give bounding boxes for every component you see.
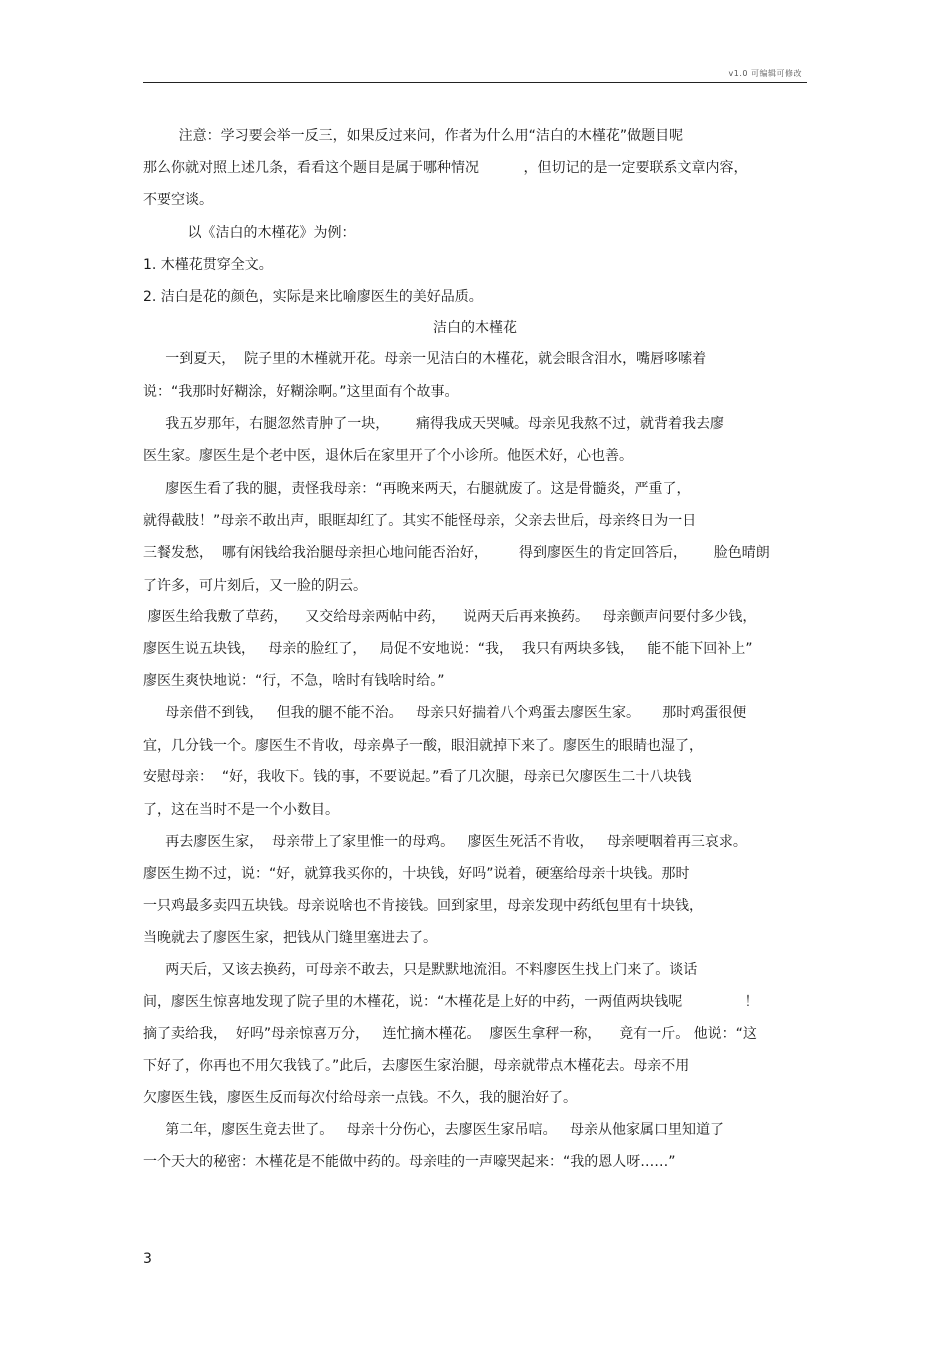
body-line: 了许多，可片刻后，又一脸的阴云。 [143, 578, 367, 594]
body-line: 间，廖医生惊喜地发现了院子里的木槿花，说：“木槿花是上好的中药，一两值两块钱呢 ！ [143, 994, 759, 1010]
body-line: 宜，几分钱一个。廖医生不肯收，母亲鼻子一酸，眼泪就掉下来了。廖医生的眼睛也湿了， [143, 738, 703, 754]
body-line: 了，这在当时不是一个小数目。 [143, 802, 339, 818]
body-line: 我五岁那年，右腿忽然青肿了一块， 痛得我成天哭喊。母亲见我熬不过，就背着我去廖 [143, 416, 724, 432]
body-line: 下好了，你再也不用欠我钱了。”此后，去廖医生家治腿，母亲就带点木槿花去。母亲不用 [143, 1058, 690, 1074]
body-line: 再去廖医生家， 母亲带上了家里惟一的母鸡。 廖医生死活不肯收， 母亲哽咽着再三哀求。 [143, 834, 747, 850]
header-rule [143, 82, 807, 83]
body-line: 1. 木槿花贯穿全文。 [143, 257, 273, 273]
header-tag: v1.0 可编辑可修改 [728, 69, 802, 78]
body-line: 廖医生看了我的腿，责怪我母亲：“再晚来两天，右腿就废了。这是骨髓炎，严重了， [143, 481, 691, 497]
story-title: 洁白的木槿花 [433, 320, 517, 336]
body-line: 第二年，廖医生竟去世了。 母亲十分伤心，去廖医生家吊唁。 母亲从他家属口里知道了 [143, 1122, 724, 1138]
body-line: 三餐发愁， 哪有闲钱给我治腿母亲担心地问能否治好， 得到廖医生的肯定回答后， 脸色晴朗 [143, 545, 770, 561]
body-line: 廖医生爽快地说：“行，不急，啥时有钱啥时给。” [143, 673, 445, 689]
body-line: 医生家。廖医生是个老中医，退休后在家里开了个小诊所。他医术好，心也善。 [143, 448, 633, 464]
body-line: 不要空谈。 [143, 192, 213, 208]
body-line: 安慰母亲： “好，我收下。钱的事，不要说起。”看了几次腿，母亲已欠廖医生二十八块钱 [143, 769, 692, 785]
body-line: 摘了卖给我， 好吗”母亲惊喜万分， 连忙摘木槿花。 廖医生拿秤一称， 竟有一斤。 他说：“这 [143, 1026, 757, 1042]
body-line: 两天后，又该去换药，可母亲不敢去，只是默默地流泪。不料廖医生找上门来了。谈话 [143, 962, 698, 978]
body-line: 就得截肢！”母亲不敢出声，眼眶却红了。其实不能怪母亲，父亲去世后，母亲终日为一日 [143, 513, 697, 529]
body-line: 注意：学习要会举一反三，如果反过来问，作者为什么用“洁白的木槿花”做题目呢 [143, 128, 684, 144]
body-line: 廖医生给我敷了草药， 又交给母亲两帖中药， 说两天后再来换药。 母亲颤声问要付多少钱， [143, 609, 757, 625]
body-line: 说：“我那时好糊涂，好糊涂啊。”这里面有个故事。 [143, 384, 459, 400]
body-line: 欠廖医生钱，廖医生反而每次付给母亲一点钱。不久，我的腿治好了。 [143, 1090, 577, 1106]
body-line: 当晚就去了廖医生家，把钱从门缝里塞进去了。 [143, 930, 437, 946]
body-line: 母亲借不到钱， 但我的腿不能不治。 母亲只好揣着八个鸡蛋去廖医生家。 那时鸡蛋很便 [143, 705, 747, 721]
body-line: 一只鸡最多卖四五块钱。母亲说啥也不肯接钱。回到家里，母亲发现中药纸包里有十块钱， [143, 898, 703, 914]
body-line: 廖医生拗不过，说：“好，就算我买你的，十块钱，好吗”说着，硬塞给母亲十块钱。那时 [143, 866, 690, 882]
body-line: 廖医生说五块钱， 母亲的脸红了， 局促不安地说：“我， 我只有两块多钱， 能不能下回补上” [143, 641, 753, 657]
body-line: 一个天大的秘密：木槿花是不能做中药的。母亲哇的一声嚎哭起来：“我的恩人呀……” [143, 1154, 676, 1170]
body-line: 那么你就对照上述几条，看看这个题目是属于哪种情况 ，但切记的是一定要联系文章内容， [143, 160, 748, 176]
body-line: 一到夏天， 院子里的木槿就开花。母亲一见洁白的木槿花，就会眼含泪水，嘴唇哆嗦着 [143, 351, 707, 367]
page-number: 3 [143, 1251, 152, 1267]
body-line: 以《洁白的木槿花》为例： [143, 225, 356, 241]
body-line: 2. 洁白是花的颜色，实际是来比喻廖医生的美好品质。 [143, 289, 483, 305]
